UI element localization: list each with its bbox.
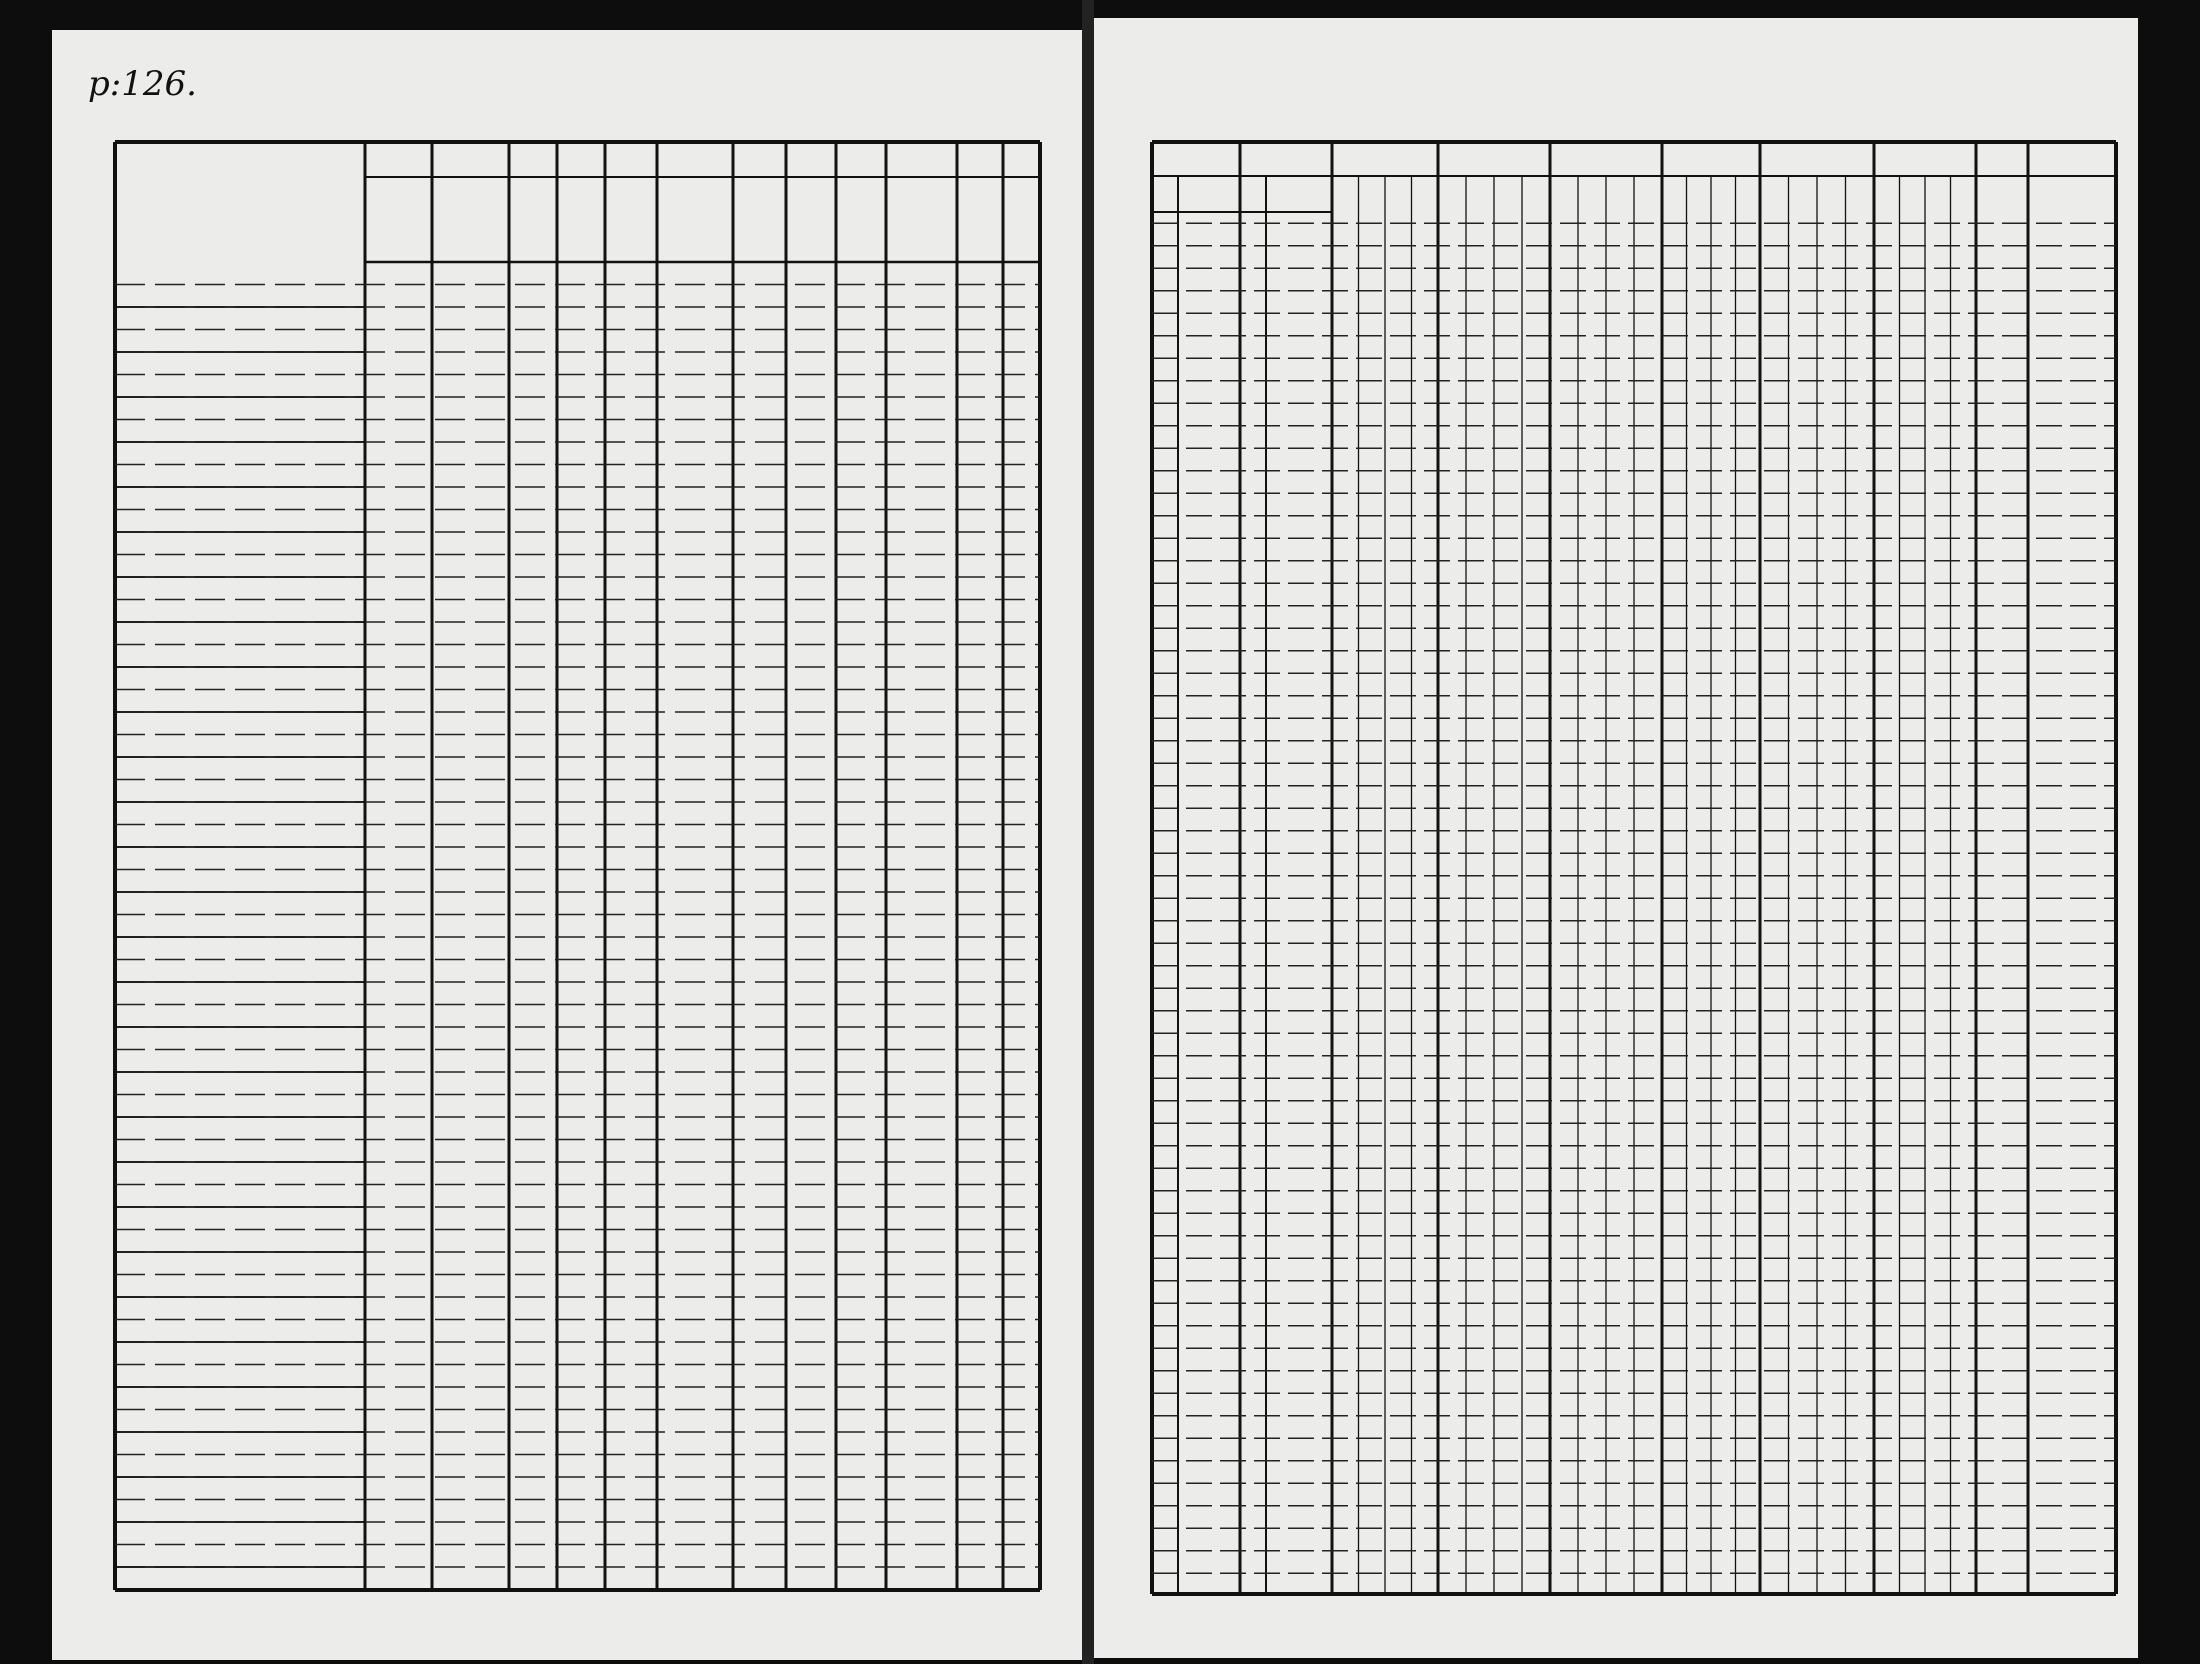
- page-number: p:126.: [88, 64, 197, 104]
